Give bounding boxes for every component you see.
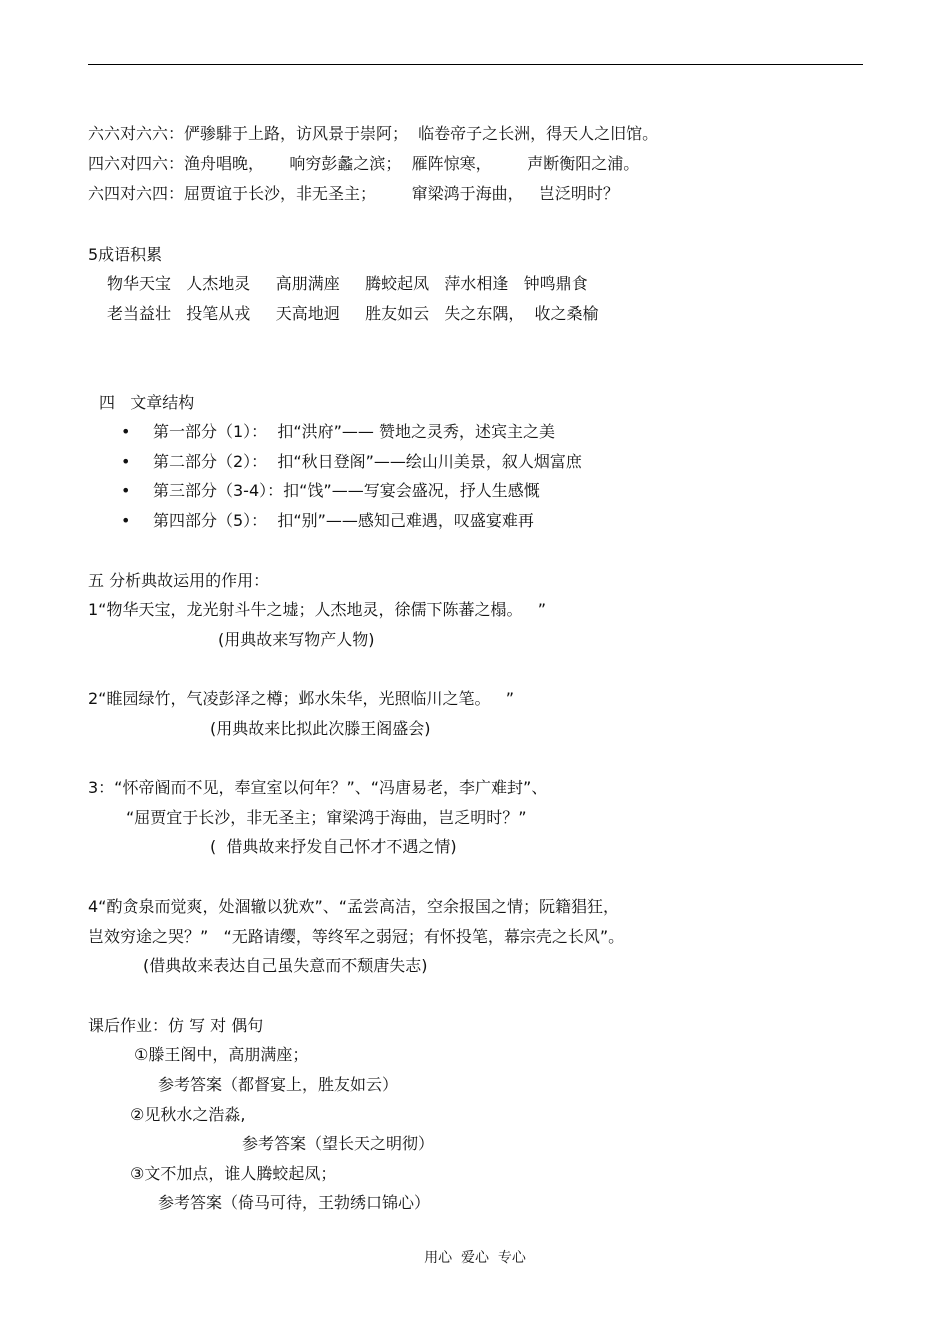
bullet-icon: •	[121, 481, 131, 500]
homework-answer-2: 参考答案（望长天之明彻）	[242, 1134, 435, 1153]
structure-title: 四 文章结构	[99, 393, 195, 412]
structure-item-4: 第四部分（5）： 扣“别”——感知己难遇，叹盛宴难再	[153, 511, 534, 530]
allusion-4-quote-2: 岂效穷途之哭？” “无路请缨，等终军之弱冠；有怀投笔，幕宗壳之长风”。	[88, 927, 625, 946]
homework-answer-3: 参考答案（倚马可待，王勃绣口锦心）	[158, 1193, 431, 1212]
allusions-title: 五 分析典故运用的作用：	[88, 571, 270, 590]
allusion-4-note: (借典故来表达自己虽失意而不颓唐失志)	[143, 956, 428, 975]
page-footer: 用心 爱心 专心	[424, 1250, 526, 1266]
allusion-4-quote-1: 4“酌贪泉而觉爽，处涸辙以犹欢”、“孟尝高洁，空余报国之情；阮籍猖狂，	[88, 897, 620, 916]
pair-six-four: 六四对六四：屈贾谊于长沙，非无圣主； 窜梁鸿于海曲， 岂泛明时？	[88, 184, 619, 203]
pair-six-six: 六六对六六：俨骖騑于上路，访风景于崇阿； 临卷帝子之长洲，得天人之旧馆。	[88, 124, 659, 143]
allusion-1-note: (用典故来写物产人物)	[218, 630, 375, 649]
allusion-3-quote-1: 3：“怀帝阍而不见，奉宣室以何年？”、“冯唐易老，李广难封”、	[88, 778, 548, 797]
homework-question-2: ②见秋水之浩淼,	[130, 1105, 246, 1124]
header-rule	[88, 64, 863, 65]
bullet-icon: •	[121, 422, 131, 441]
homework-answer-1: 参考答案（都督宴上，胜友如云）	[158, 1075, 399, 1094]
bullet-icon: •	[121, 452, 131, 471]
allusion-1-quote: 1“物华天宝，龙光射斗牛之墟；人杰地灵，徐儒下陈蕃之榻。 ”	[88, 600, 547, 619]
structure-item-1: 第一部分（1）： 扣“洪府”—— 赞地之灵秀，述宾主之美	[153, 422, 556, 441]
idioms-row-2: 老当益壮 投笔从戎 天高地迥 胜友如云 失之东隅， 收之桑榆	[107, 304, 599, 323]
structure-item-2: 第二部分（2）： 扣“秋日登阁”——绘山川美景，叙人烟富庶	[153, 452, 582, 471]
homework-title: 课后作业：仿 写 对 偶句	[88, 1016, 264, 1035]
pair-four-six: 四六对四六：渔舟唱晚， 响穷彭蠡之滨； 雁阵惊寒， 声断衡阳之浦。	[88, 154, 640, 173]
homework-question-3: ③文不加点，谁人腾蛟起凤；	[130, 1164, 337, 1183]
homework-question-1: ①滕王阁中，高朋满座；	[134, 1045, 309, 1064]
bullet-icon: •	[121, 511, 131, 530]
allusion-3-quote-2: “屈贾宜于长沙，非无圣主；窜梁鸿于海曲，岂乏明时？”	[126, 808, 527, 827]
allusion-2-quote: 2“睢园绿竹，气凌彭泽之樽；邺水朱华，光照临川之笔。 ”	[88, 689, 515, 708]
idioms-title: 5成语积累	[88, 245, 163, 264]
allusion-3-note: ( 借典故来抒发自己怀才不遇之情)	[210, 837, 457, 856]
allusion-2-note: (用典故来比拟此次滕王阁盛会)	[210, 719, 431, 738]
idioms-row-1: 物华天宝 人杰地灵 高朋满座 腾蛟起凤 萍水相逢 钟鸣鼎食	[107, 274, 588, 293]
structure-item-3: 第三部分（3-4）：扣“饯”——写宴会盛况，抒人生感慨	[153, 481, 540, 500]
